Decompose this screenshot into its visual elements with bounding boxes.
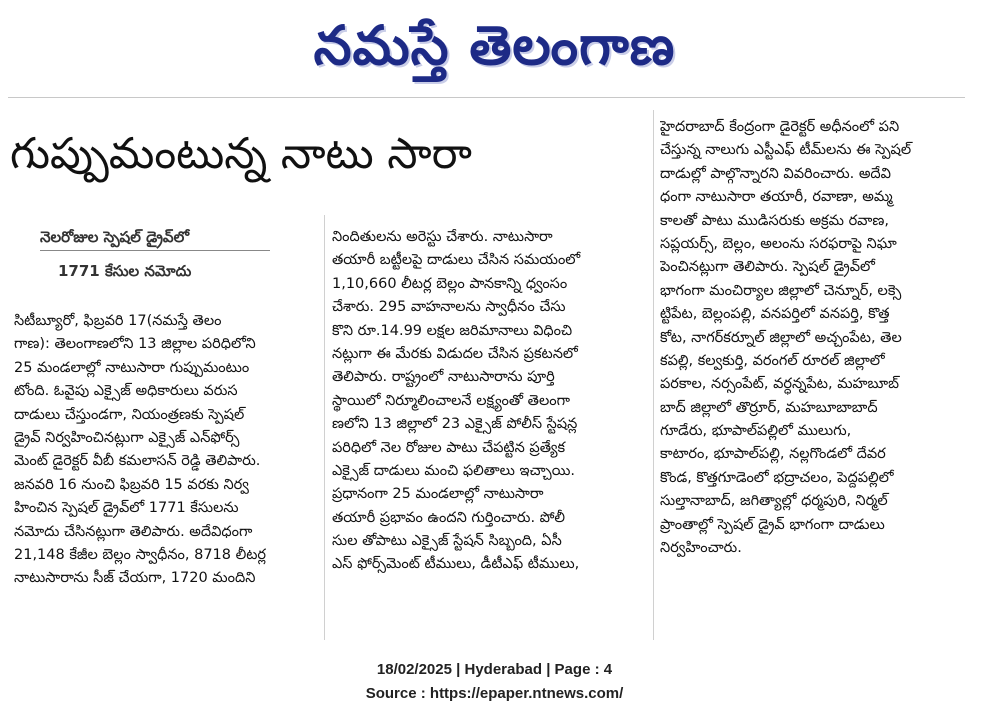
text-line: పరిధిలో నెల రోజుల పాటు చేపట్టిన ప్రత్యేక	[332, 439, 566, 456]
text-line: స్థాయిలో నిర్మూలించాలనే లక్ష్యంతో తెలంగా	[332, 392, 570, 409]
text-line: నమోదు చేసినట్లుగా తెలిపారు. అదేవిధంగా	[14, 523, 253, 540]
text-line: కాటారం, భూపాల్‌పల్లి, నల్లగొండలో దేవర	[660, 446, 886, 463]
text-line: సిటీబ్యూరో, ఫిబ్రవరి 17(నమస్తే తెలం	[14, 313, 222, 329]
text-line: సప్లయర్స్, బెల్లం, అలంను సరఫరాపై నిఘా	[660, 235, 897, 252]
text-line: చేస్తున్న నాలుగు ఎస్టీఎఫ్ టీమ్‌లను ఈ స్పెషల్	[660, 142, 912, 159]
text-line: డ్రైవ్ నిర్వహించినట్లుగా ఎక్సైజ్ ఎన్‌ఫోర్స్	[14, 429, 240, 446]
text-line: ప్రధానంగా 25 మండలాల్లో నాటుసారా	[332, 486, 544, 503]
text-line: 1,10,660 లీటర్ల బెల్లం పానకాన్ని ధ్వంసం	[332, 275, 568, 292]
text-line: గాణ): తెలంగాణలోని 13 జిల్లాల పరిధిలోని	[14, 336, 256, 353]
newspaper-logo: నమస్తే తెలంగాణ	[313, 13, 676, 77]
text-line: టోంది. ఓవైపు ఎక్సైజ్ అధికారులు వరుస	[14, 383, 238, 400]
text-line: నాటుసారాను సీజ్ చేయగా, 1720 మందిని	[14, 570, 256, 587]
text-line: హించిన స్పెషల్ డ్రైవ్‌లో 1771 కేసులను	[14, 500, 239, 517]
subheadline-divider	[40, 250, 270, 251]
text-line: ఎస్ ఫోర్స్‌మెంట్ టీములు, డీటీఎఫ్ టీములు,	[332, 556, 580, 573]
masthead-divider	[8, 97, 965, 98]
text-line: 25 మండలాల్లో నాటుసారా గుప్పుమంటుం	[14, 359, 250, 376]
text-line: బాద్ జిల్లాలో తొర్రూర్, మహబూబాబాద్	[660, 399, 878, 416]
text-line: ప్రాంతాల్లో స్పెషల్ డ్రైవ్ భాగంగా దాడులు	[660, 516, 885, 533]
footer-dateline: 18/02/2025 | Hyderabad | Page : 4	[376, 661, 613, 678]
article-headline: గుప్పుమంటున్న నాటు సారా	[10, 129, 472, 179]
footer-source: Source : https://epaper.ntnews.com/	[365, 685, 624, 702]
text-line: మెంట్ డైరెక్టర్ వీబీ కమలాసన్ రెడ్డి తెలిపారు.	[14, 453, 261, 470]
text-line: తయారీ బట్టీలపై దాడులు చేసిన సమయంలో	[332, 252, 581, 269]
article-column-3	[660, 116, 966, 641]
text-line: 21,148 కేజీల బెల్లం స్వాధీనం, 8718 లీటర్ల	[14, 546, 267, 563]
text-line: కొని రూ.14.99 లక్షల జరిమానాలు విధించి	[332, 322, 573, 339]
text-line: పెంచినట్లుగా తెలిపారు. స్పెషల్ డ్రైవ్‌లో	[660, 259, 875, 276]
masthead	[0, 4, 989, 86]
text-line: కొండ, కొత్తగూడెంలో భద్రాచలం, పెద్దపల్లిలో	[660, 469, 894, 486]
subheadline-1: నెలరోజుల స్పెషల్ డ్రైవ్‌లో	[40, 228, 190, 246]
text-line: ధంగా నాటుసారా తయారీ, రవాణా, అమ్మ	[660, 189, 893, 206]
text-line: తయారీ ప్రభావం ఉందని గుర్తించారు. పోలీ	[332, 509, 566, 526]
article-column-2	[332, 226, 646, 636]
column-divider-2	[653, 110, 654, 640]
text-line: నట్లుగా ఈ మేరకు విడుదల చేసిన ప్రకటనలో	[332, 345, 578, 362]
text-line: హైదరాబాద్ కేంద్రంగా డైరెక్టర్ అధీనంలో పని	[660, 119, 900, 135]
subheadline-2: 1771 కేసుల నమోదు	[58, 262, 192, 280]
text-line: కపల్లి, కల్వకుర్తి, వరంగల్ రూరల్ జిల్లాలో	[660, 352, 885, 369]
text-line: కోట, నాగర్‌కర్నూల్ జిల్లాలో అచ్చంపేట, తెల	[660, 329, 902, 346]
text-line: నిందితులను అరెస్టు చేశారు. నాటుసారా	[332, 229, 553, 245]
text-line: చేశారు. 295 వాహనాలను స్వాధీనం చేసు	[332, 299, 566, 316]
column-divider-1	[324, 215, 325, 640]
text-line: ఎక్సైజ్ దాడులు మంచి ఫలితాలు ఇచ్చాయి.	[332, 462, 575, 479]
text-line: సుల్తానాబాద్, జగిత్యాల్లో ధర్మపురి, నిర్మల్	[660, 493, 888, 510]
text-line: పరకాల, నర్సంపేట్, వర్ధన్నపేట, మహబూబ్	[660, 376, 899, 393]
article-column-1	[14, 310, 314, 640]
text-line: కాలతో పాటు ముడిసరుకు అక్రమ రవాణ,	[660, 212, 889, 229]
text-line: సుల తోపాటు ఎక్సైజ్ స్టేషన్ సిబ్బంది, ఏసీ	[332, 533, 562, 550]
text-line: దాడులు చేస్తుండగా, నియంత్రణకు స్పెషల్	[14, 406, 245, 423]
text-line: తెలిపారు. రాష్ట్రంలో నాటుసారాను పూర్తి	[332, 369, 555, 386]
text-line: జనవరి 16 నుంచి ఫిబ్రవరి 15 వరకు నిర్వ	[14, 476, 249, 493]
text-line: ట్టిపేట, బెల్లంపల్లి, వనపర్తిలో వనపర్తి, కొత్త	[660, 306, 890, 323]
text-line: ణలోని 13 జిల్లాలో 23 ఎక్సైజ్ పోలీస్ స్టేషన్ల	[332, 416, 578, 433]
text-line: భాగంగా మంచిర్యాల జిల్లాలో చెన్నూర్, లక్సె	[660, 282, 902, 299]
text-line: దాడుల్లో పాల్గొన్నారని వివరించారు. అదేవి	[660, 165, 891, 182]
text-line: నిర్వహించారు.	[660, 540, 742, 557]
text-line: గూడేరు, భూపాల్‌పల్లిలో ములుగు,	[660, 423, 852, 440]
